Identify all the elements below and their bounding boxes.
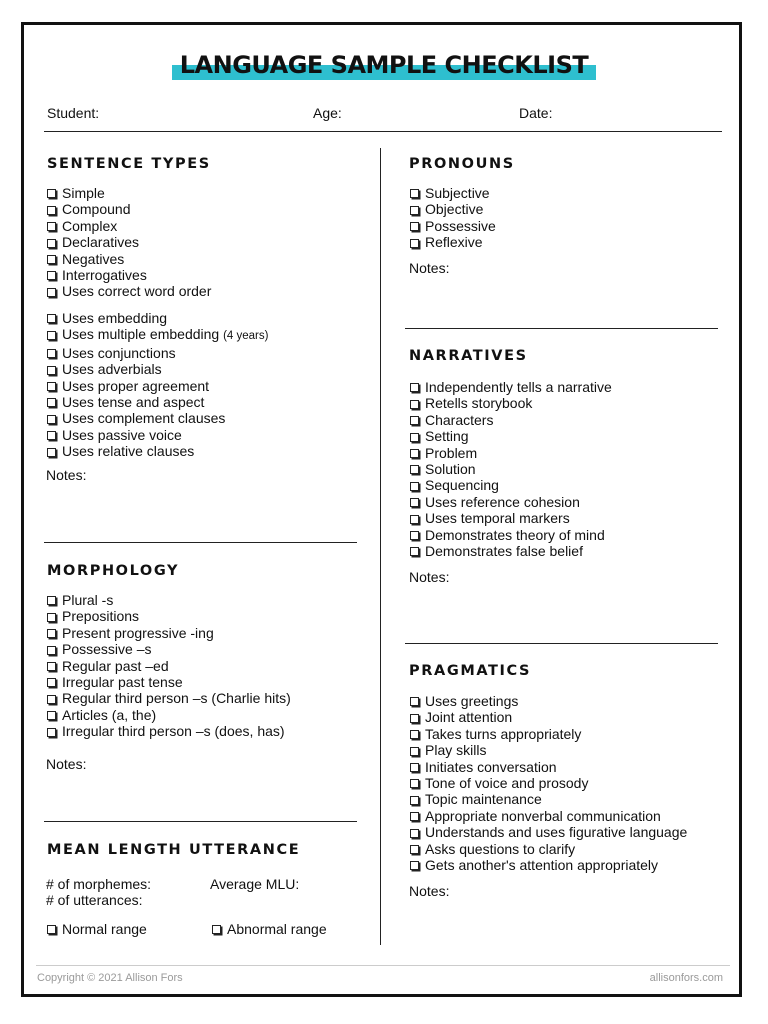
checklist-item-label: Appropriate nonverbal communication bbox=[425, 807, 661, 824]
checkbox-icon[interactable] bbox=[47, 448, 56, 457]
checkbox-icon[interactable] bbox=[410, 383, 419, 392]
checkbox-icon[interactable] bbox=[47, 331, 56, 340]
checklist-item-label: Prepositions bbox=[62, 608, 140, 625]
pragmatics-notes: Notes: bbox=[409, 883, 450, 899]
checkbox-icon[interactable] bbox=[47, 662, 56, 671]
website-text: allisonfors.com bbox=[649, 972, 723, 984]
title-area bbox=[0, 50, 768, 80]
checklist-item-label: Irregular past tense bbox=[62, 674, 183, 691]
checkbox-icon[interactable] bbox=[47, 415, 56, 424]
checklist-item[interactable] bbox=[46, 410, 268, 426]
checklist-item[interactable] bbox=[409, 412, 612, 428]
checklist-item-label: Uses correct word order bbox=[62, 283, 212, 300]
abnormal-range-option[interactable]: Abnormal range bbox=[211, 921, 327, 937]
checklist-item[interactable] bbox=[46, 658, 291, 674]
checklist-item-label: Present progressive -ing bbox=[62, 624, 214, 641]
checkbox-icon[interactable] bbox=[410, 697, 419, 706]
checklist-item[interactable] bbox=[46, 608, 291, 624]
checklist-item-label: Uses relative clauses bbox=[62, 443, 195, 460]
checklist-item-label: Uses proper agreement bbox=[62, 377, 210, 394]
checkbox-icon[interactable] bbox=[47, 288, 56, 297]
checkbox-icon[interactable] bbox=[410, 747, 419, 756]
page-title: LANGUAGE SAMPLE CHECKLIST bbox=[172, 50, 596, 80]
checkbox-icon[interactable] bbox=[47, 613, 56, 622]
checklist-item-label: Independently tells a narrative bbox=[425, 379, 612, 395]
checklist-item-label: Uses temporal markers bbox=[425, 510, 570, 527]
checkbox-icon[interactable] bbox=[47, 366, 56, 375]
checkbox-icon[interactable] bbox=[410, 763, 419, 772]
sentence-types-list bbox=[46, 185, 211, 300]
checkbox-icon[interactable] bbox=[410, 433, 419, 442]
checklist-item[interactable] bbox=[46, 641, 291, 657]
checklist-item-label: Topic maintenance bbox=[425, 791, 542, 808]
checklist-item-label: Tone of voice and prosody bbox=[425, 775, 589, 792]
checkbox-icon[interactable] bbox=[47, 255, 56, 264]
sentence-types-notes: Notes: bbox=[46, 467, 87, 483]
checklist-item[interactable] bbox=[46, 427, 268, 443]
pragmatics-list bbox=[409, 693, 687, 873]
checklist-item[interactable] bbox=[409, 841, 687, 857]
narratives-heading: NARRATIVES bbox=[409, 348, 528, 364]
checklist-item-label: Demonstrates false belief bbox=[425, 543, 583, 560]
checklist-item[interactable] bbox=[46, 218, 211, 234]
checkbox-icon[interactable] bbox=[410, 416, 419, 425]
checklist-item[interactable] bbox=[46, 378, 268, 394]
checkbox-icon[interactable] bbox=[410, 400, 419, 409]
checklist-item[interactable] bbox=[409, 201, 496, 217]
checklist-item-label: Possessive –s bbox=[62, 641, 152, 658]
checklist-item[interactable] bbox=[46, 361, 268, 377]
narratives-list bbox=[409, 379, 612, 559]
checklist-item[interactable] bbox=[46, 267, 211, 283]
checklist-item-label: Sequencing bbox=[425, 477, 499, 494]
checkbox-icon[interactable] bbox=[410, 861, 419, 870]
pronouns-notes: Notes: bbox=[409, 260, 450, 276]
checkbox-icon[interactable] bbox=[47, 271, 56, 280]
student-label: Student: bbox=[47, 105, 100, 121]
checklist-item-label: Uses reference cohesion bbox=[425, 493, 580, 510]
checklist-item-label: Takes turns appropriately bbox=[425, 725, 582, 742]
checklist-item[interactable] bbox=[409, 185, 496, 201]
checklist-item[interactable] bbox=[409, 234, 496, 250]
checklist-item[interactable] bbox=[409, 775, 687, 791]
pragmatics-heading: PRAGMATICS bbox=[409, 663, 532, 679]
checklist-item-label: Reflexive bbox=[425, 234, 483, 251]
checklist-item[interactable] bbox=[46, 251, 211, 267]
checklist-item-label: Uses passive voice bbox=[62, 426, 182, 443]
checklist-item-label: Characters bbox=[425, 411, 494, 428]
checklist-item[interactable] bbox=[46, 326, 268, 344]
checkbox-icon[interactable] bbox=[47, 314, 56, 323]
checklist-item[interactable] bbox=[409, 742, 687, 758]
morphology-heading: MORPHOLOGY bbox=[47, 563, 180, 579]
checkbox-icon[interactable] bbox=[47, 629, 56, 638]
checklist-item-label: Problem bbox=[425, 444, 478, 461]
checklist-item-label: Asks questions to clarify bbox=[425, 840, 576, 857]
checklist-item-label: Uses tense and aspect bbox=[62, 394, 205, 411]
checklist-item[interactable] bbox=[46, 690, 291, 706]
checklist-item[interactable] bbox=[46, 443, 268, 459]
checklist-item-label: Complex bbox=[62, 217, 118, 234]
checkbox-icon[interactable] bbox=[410, 779, 419, 788]
checkbox-icon[interactable] bbox=[410, 829, 419, 838]
age-note: (4 years) bbox=[223, 330, 269, 343]
checklist-item[interactable] bbox=[409, 494, 612, 510]
checkbox-icon[interactable] bbox=[410, 222, 419, 231]
section-rule bbox=[405, 328, 718, 329]
checkbox-icon[interactable] bbox=[410, 465, 419, 474]
checklist-item[interactable] bbox=[409, 709, 687, 725]
column-divider bbox=[380, 148, 381, 945]
checkbox-icon[interactable] bbox=[47, 398, 56, 407]
checklist-item-label: Play skills bbox=[425, 742, 487, 759]
checklist-item-label: Retells storybook bbox=[425, 395, 533, 412]
checkbox-icon[interactable] bbox=[410, 239, 419, 248]
morphology-notes: Notes: bbox=[46, 756, 87, 772]
checkbox-icon[interactable] bbox=[410, 449, 419, 458]
checklist-item-label: Uses adverbials bbox=[62, 361, 162, 378]
section-rule bbox=[405, 643, 718, 644]
footer-rule bbox=[36, 965, 730, 966]
checklist-item-label: Possessive bbox=[425, 217, 496, 234]
checkbox-icon[interactable] bbox=[410, 812, 419, 821]
checklist-item-label: Setting bbox=[425, 428, 469, 445]
checklist-item-label: Declaratives bbox=[62, 234, 140, 251]
checkbox-icon[interactable] bbox=[47, 728, 56, 737]
date-label: Date: bbox=[519, 105, 553, 121]
checklist-item-label: Plural -s bbox=[62, 592, 114, 608]
checklist-item[interactable] bbox=[46, 674, 291, 690]
checklist-item-label: Uses embedding bbox=[62, 310, 168, 326]
pronouns-heading: PRONOUNS bbox=[409, 156, 515, 172]
checkbox-icon[interactable] bbox=[410, 498, 419, 507]
checkbox-icon[interactable] bbox=[47, 678, 56, 687]
checkbox-icon[interactable] bbox=[410, 730, 419, 739]
checklist-item-label: Interrogatives bbox=[62, 267, 147, 284]
mlu-heading: MEAN LENGTH UTTERANCE bbox=[47, 842, 301, 858]
checklist-item[interactable] bbox=[46, 201, 211, 217]
checkbox-icon[interactable] bbox=[410, 515, 419, 524]
checklist-item[interactable] bbox=[409, 428, 612, 444]
checkbox-icon[interactable] bbox=[47, 222, 56, 231]
checklist-item[interactable] bbox=[409, 726, 687, 742]
checklist-item[interactable] bbox=[46, 234, 211, 250]
checklist-item[interactable] bbox=[46, 723, 291, 739]
checklist-item-label: Uses greetings bbox=[425, 693, 519, 709]
checklist-item[interactable] bbox=[46, 310, 268, 326]
checklist-item[interactable] bbox=[46, 283, 211, 299]
sentence-types-list-2 bbox=[46, 310, 268, 460]
pronouns-list bbox=[409, 185, 496, 251]
checklist-item-label: Demonstrates theory of mind bbox=[425, 526, 605, 543]
checklist-item[interactable] bbox=[46, 625, 291, 641]
checklist-item-label: Regular third person –s (Charlie hits) bbox=[62, 690, 291, 707]
checklist-item-label: Simple bbox=[62, 185, 105, 201]
checklist-item[interactable] bbox=[46, 185, 211, 201]
checkbox-icon[interactable] bbox=[47, 239, 56, 248]
checklist-item-label: Joint attention bbox=[425, 709, 513, 726]
checkbox-icon[interactable] bbox=[47, 646, 56, 655]
checkbox-icon[interactable] bbox=[410, 206, 419, 215]
checklist-item[interactable] bbox=[409, 693, 687, 709]
checkbox-icon[interactable] bbox=[47, 206, 56, 215]
checkbox-icon[interactable] bbox=[410, 845, 419, 854]
copyright-text: Copyright © 2021 Allison Fors bbox=[37, 972, 183, 984]
checklist-item-label: Objective bbox=[425, 201, 484, 218]
checklist-item-label: Regular past –ed bbox=[62, 657, 169, 674]
checklist-item[interactable] bbox=[409, 510, 612, 526]
checklist-item[interactable] bbox=[46, 707, 291, 723]
checkbox-icon[interactable] bbox=[410, 796, 419, 805]
checklist-item-label: Understands and uses figurative language bbox=[425, 824, 688, 841]
checklist-item-label: Solution bbox=[425, 461, 476, 478]
utterances-label: # of utterances: bbox=[46, 892, 143, 908]
checklist-item[interactable] bbox=[409, 218, 496, 234]
checkbox-icon[interactable] bbox=[410, 189, 419, 198]
checklist-item-label: Initiates conversation bbox=[425, 758, 557, 775]
checklist-item[interactable] bbox=[409, 395, 612, 411]
checklist-item[interactable] bbox=[409, 808, 687, 824]
checklist-item[interactable] bbox=[409, 461, 612, 477]
checkbox-icon[interactable] bbox=[47, 431, 56, 440]
age-label: Age: bbox=[313, 105, 342, 121]
checklist-item[interactable] bbox=[409, 543, 612, 559]
checklist-item-label: Articles (a, the) bbox=[62, 706, 157, 723]
checkbox-icon[interactable] bbox=[47, 925, 56, 934]
checklist-item-label: Uses multiple embedding bbox=[62, 326, 220, 343]
normal-range-option[interactable]: Normal range bbox=[46, 921, 147, 937]
checklist-item[interactable] bbox=[46, 592, 291, 608]
checklist-item-label: Subjective bbox=[425, 185, 490, 201]
checkbox-icon[interactable] bbox=[410, 547, 419, 556]
checkbox-icon[interactable] bbox=[410, 714, 419, 723]
checkbox-icon[interactable] bbox=[47, 711, 56, 720]
section-rule bbox=[44, 821, 357, 822]
checklist-item[interactable] bbox=[409, 824, 687, 840]
checkbox-icon[interactable] bbox=[212, 925, 221, 934]
checkbox-icon[interactable] bbox=[47, 596, 56, 605]
checklist-item[interactable] bbox=[409, 445, 612, 461]
checkbox-icon[interactable] bbox=[410, 482, 419, 491]
checklist-item-label: Compound bbox=[62, 201, 131, 218]
header-rule bbox=[44, 131, 722, 132]
checklist-item-label: Uses conjunctions bbox=[62, 344, 176, 361]
checkbox-icon[interactable] bbox=[47, 695, 56, 704]
checkbox-icon[interactable] bbox=[47, 382, 56, 391]
morphology-list bbox=[46, 592, 291, 740]
checkbox-icon[interactable] bbox=[410, 531, 419, 540]
morphemes-label: # of morphemes: bbox=[46, 876, 152, 892]
sentence-types-heading: SENTENCE TYPES bbox=[47, 156, 211, 172]
checklist-item-label: Gets another's attention appropriately bbox=[425, 857, 659, 874]
checklist-item[interactable] bbox=[409, 759, 687, 775]
average-mlu-label: Average MLU: bbox=[210, 876, 300, 892]
checklist-item[interactable] bbox=[409, 857, 687, 873]
checklist-item[interactable] bbox=[46, 394, 268, 410]
checklist-item[interactable] bbox=[409, 791, 687, 807]
checkbox-icon[interactable] bbox=[47, 349, 56, 358]
checklist-item[interactable] bbox=[409, 527, 612, 543]
checklist-item[interactable] bbox=[409, 477, 612, 493]
checklist-item[interactable] bbox=[409, 379, 612, 395]
checklist-item-label: Negatives bbox=[62, 250, 125, 267]
checklist-item-label: Uses complement clauses bbox=[62, 410, 226, 427]
checklist-item[interactable] bbox=[46, 345, 268, 361]
checklist-item-label: Irregular third person –s (does, has) bbox=[62, 723, 285, 740]
narratives-notes: Notes: bbox=[409, 569, 450, 585]
checkbox-icon[interactable] bbox=[47, 189, 56, 198]
section-rule bbox=[44, 542, 357, 543]
